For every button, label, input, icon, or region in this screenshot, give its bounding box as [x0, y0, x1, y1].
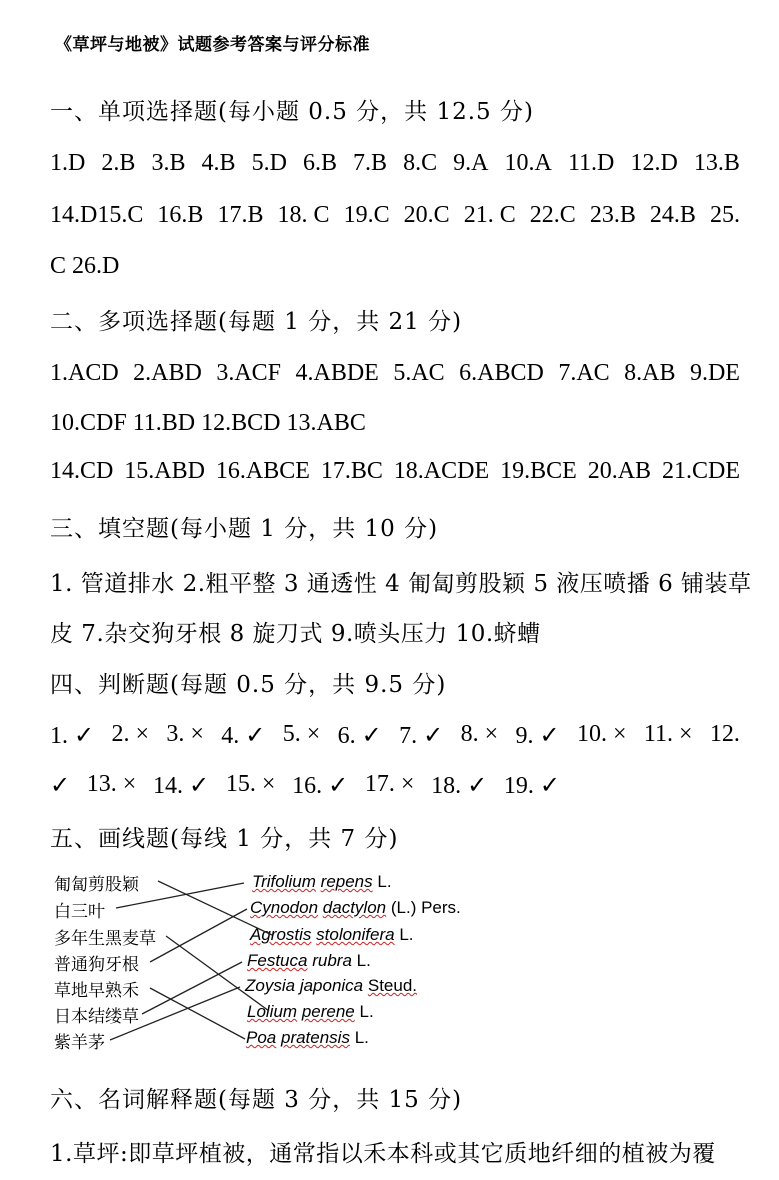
answer: 22.C [529, 202, 576, 228]
multiple-choice-answers-line1 [50, 360, 740, 387]
answer: 7.B [353, 150, 388, 176]
answer: 6.B [302, 150, 337, 176]
answer: 12. [709, 721, 740, 747]
multiple-choice-answers-line3 [50, 458, 740, 485]
answer: 14.CD [50, 458, 114, 484]
chinese-name: 紫羊茅 [54, 1033, 105, 1053]
single-choice-answers-line2 [50, 202, 740, 229]
answer: 17.B [217, 202, 264, 228]
answer: 9.DE [689, 360, 740, 386]
chinese-name: 多年生黑麦草 [54, 929, 156, 949]
answer: 20.C [403, 202, 450, 228]
species: repens [320, 872, 373, 891]
answer: 14. ✓ [153, 773, 210, 799]
author: (L.) Pers. [390, 898, 461, 917]
answer: 23.B [589, 202, 636, 228]
answer: 2. × [111, 721, 150, 747]
answer: 21.CDE [661, 458, 740, 484]
answer: 19. ✓ [503, 773, 560, 799]
answer: 11.D [567, 150, 615, 176]
fill-in-answers-line2: 皮 7.杂交狗牙根 8 旋刀式 9.喷头压力 10.蛴螬 [50, 621, 541, 647]
genus: Zoysia [245, 976, 296, 995]
species: pratensis [280, 1028, 350, 1047]
answer: 7. ✓ [399, 723, 444, 749]
answer: 13.B [693, 150, 740, 176]
match-line [116, 883, 244, 908]
answer: 20.AB [587, 458, 652, 484]
author: L. [359, 1002, 374, 1021]
answer: 5.AC [393, 360, 445, 386]
answer: 5. × [282, 721, 321, 747]
genus: Lolium [247, 1002, 298, 1021]
definition-answer-line1: 1.草坪:即草坪植被，通常指以禾本科或其它质地纤细的植被为覆 [50, 1141, 716, 1167]
answer: 10. × [576, 721, 627, 747]
species: dactylon [322, 898, 387, 917]
chinese-name: 日本结缕草 [54, 1007, 139, 1027]
section-heading-definitions: 六、名词解释题(每题 3 分，共 15 分) [50, 1087, 463, 1113]
chinese-name: 普通狗牙根 [54, 955, 139, 975]
genus: Festuca [247, 951, 308, 970]
answer: 8. × [460, 721, 499, 747]
answer: 4.B [201, 150, 236, 176]
answer: 8.AB [624, 360, 676, 386]
chinese-name: 匍匐剪股颖 [54, 875, 139, 895]
match-line [150, 988, 245, 1039]
genus: Poa [246, 1028, 277, 1047]
section-heading-single-choice: 一、单项选择题(每小题 0.5 分，共 12.5 分) [50, 99, 534, 125]
answer: 14.D15.C [50, 202, 144, 228]
section-heading-multiple-choice: 二、多项选择题(每题 1 分，共 21 分) [50, 309, 463, 335]
species: japonica [299, 976, 364, 995]
answer: ✓ [50, 773, 71, 799]
single-choice-answers-line3: C 26.D [50, 253, 120, 279]
answer: 2.B [101, 150, 136, 176]
answer: 15.ABD [124, 458, 205, 484]
section-heading-true-false: 四、判断题(每题 0.5 分，共 9.5 分) [50, 672, 447, 698]
answer: 3.B [151, 150, 186, 176]
answer: 8.C [403, 150, 438, 176]
multiple-choice-answers-line2: 10.CDF 11.BD 12.BCD 13.ABC [50, 410, 366, 436]
answer: 16.B [157, 202, 204, 228]
answer: 21. C [463, 202, 516, 228]
genus: Agrostis [250, 925, 312, 944]
answer: 13. × [86, 771, 137, 797]
answer: 16. ✓ [292, 773, 349, 799]
author: Steud. [367, 976, 418, 995]
answer: 18.ACDE [393, 458, 490, 484]
answer: 6. ✓ [337, 723, 382, 749]
answer: 4.ABDE [295, 360, 379, 386]
answer: 9.A [453, 150, 489, 176]
genus: Cynodon [250, 898, 319, 917]
section-heading-matching: 五、画线题(每线 1 分，共 7 分) [50, 826, 399, 852]
answer: 18. ✓ [431, 773, 488, 799]
species: stolonifera [316, 925, 395, 944]
match-line [166, 936, 269, 1011]
answer: 4. ✓ [221, 723, 266, 749]
match-line [110, 987, 240, 1040]
genus: Trifolium [252, 872, 316, 891]
answer: 10.A [504, 150, 552, 176]
answer: 12.D [630, 150, 678, 176]
answer: 1. ✓ [50, 723, 95, 749]
answer: 24.B [649, 202, 696, 228]
answer: 3.ACF [216, 360, 281, 386]
answer: 1.D [50, 150, 86, 176]
answer: 16.ABCE [215, 458, 310, 484]
single-choice-answers-line1 [50, 150, 740, 177]
true-false-answers-line2 [50, 771, 560, 800]
answer: 19.C [343, 202, 390, 228]
section-heading-fill-in: 三、填空题(每小题 1 分，共 10 分) [50, 516, 439, 542]
page-title: 《草坪与地被》试题参考答案与评分标准 [55, 35, 370, 55]
matching-figure [46, 864, 491, 1064]
answer: 9. ✓ [515, 723, 560, 749]
answer: 18. C [277, 202, 330, 228]
species: perene [301, 1002, 355, 1021]
answer: 3. × [166, 721, 204, 747]
answer: 1.ACD [50, 360, 119, 386]
matching-lines [46, 864, 491, 1064]
answer: 11. × [643, 721, 693, 747]
answer: 6.ABCD [459, 360, 544, 386]
true-false-answers-line1 [50, 721, 740, 750]
author: L. [377, 872, 392, 891]
answer: 17.BC [320, 458, 383, 484]
species: rubra [312, 951, 352, 970]
chinese-name: 草地早熟禾 [54, 981, 139, 1001]
answer: 15. × [225, 771, 276, 797]
fill-in-answers-line1: 1. 管道排水 2.粗平整 3 通透性 4 匍匐剪股颖 5 液压喷播 6 铺装草 [50, 571, 752, 597]
match-line [150, 909, 247, 962]
answer: 17. × [364, 771, 415, 797]
answer: 2.ABD [133, 360, 202, 386]
answer: 7.AC [558, 360, 610, 386]
author: L. [354, 1028, 369, 1047]
answer: 5.D [251, 150, 287, 176]
answer: 25. [709, 202, 740, 228]
chinese-name: 白三叶 [54, 902, 105, 922]
author: L. [399, 925, 414, 944]
answer: 19.BCE [500, 458, 577, 484]
author: L. [356, 951, 371, 970]
